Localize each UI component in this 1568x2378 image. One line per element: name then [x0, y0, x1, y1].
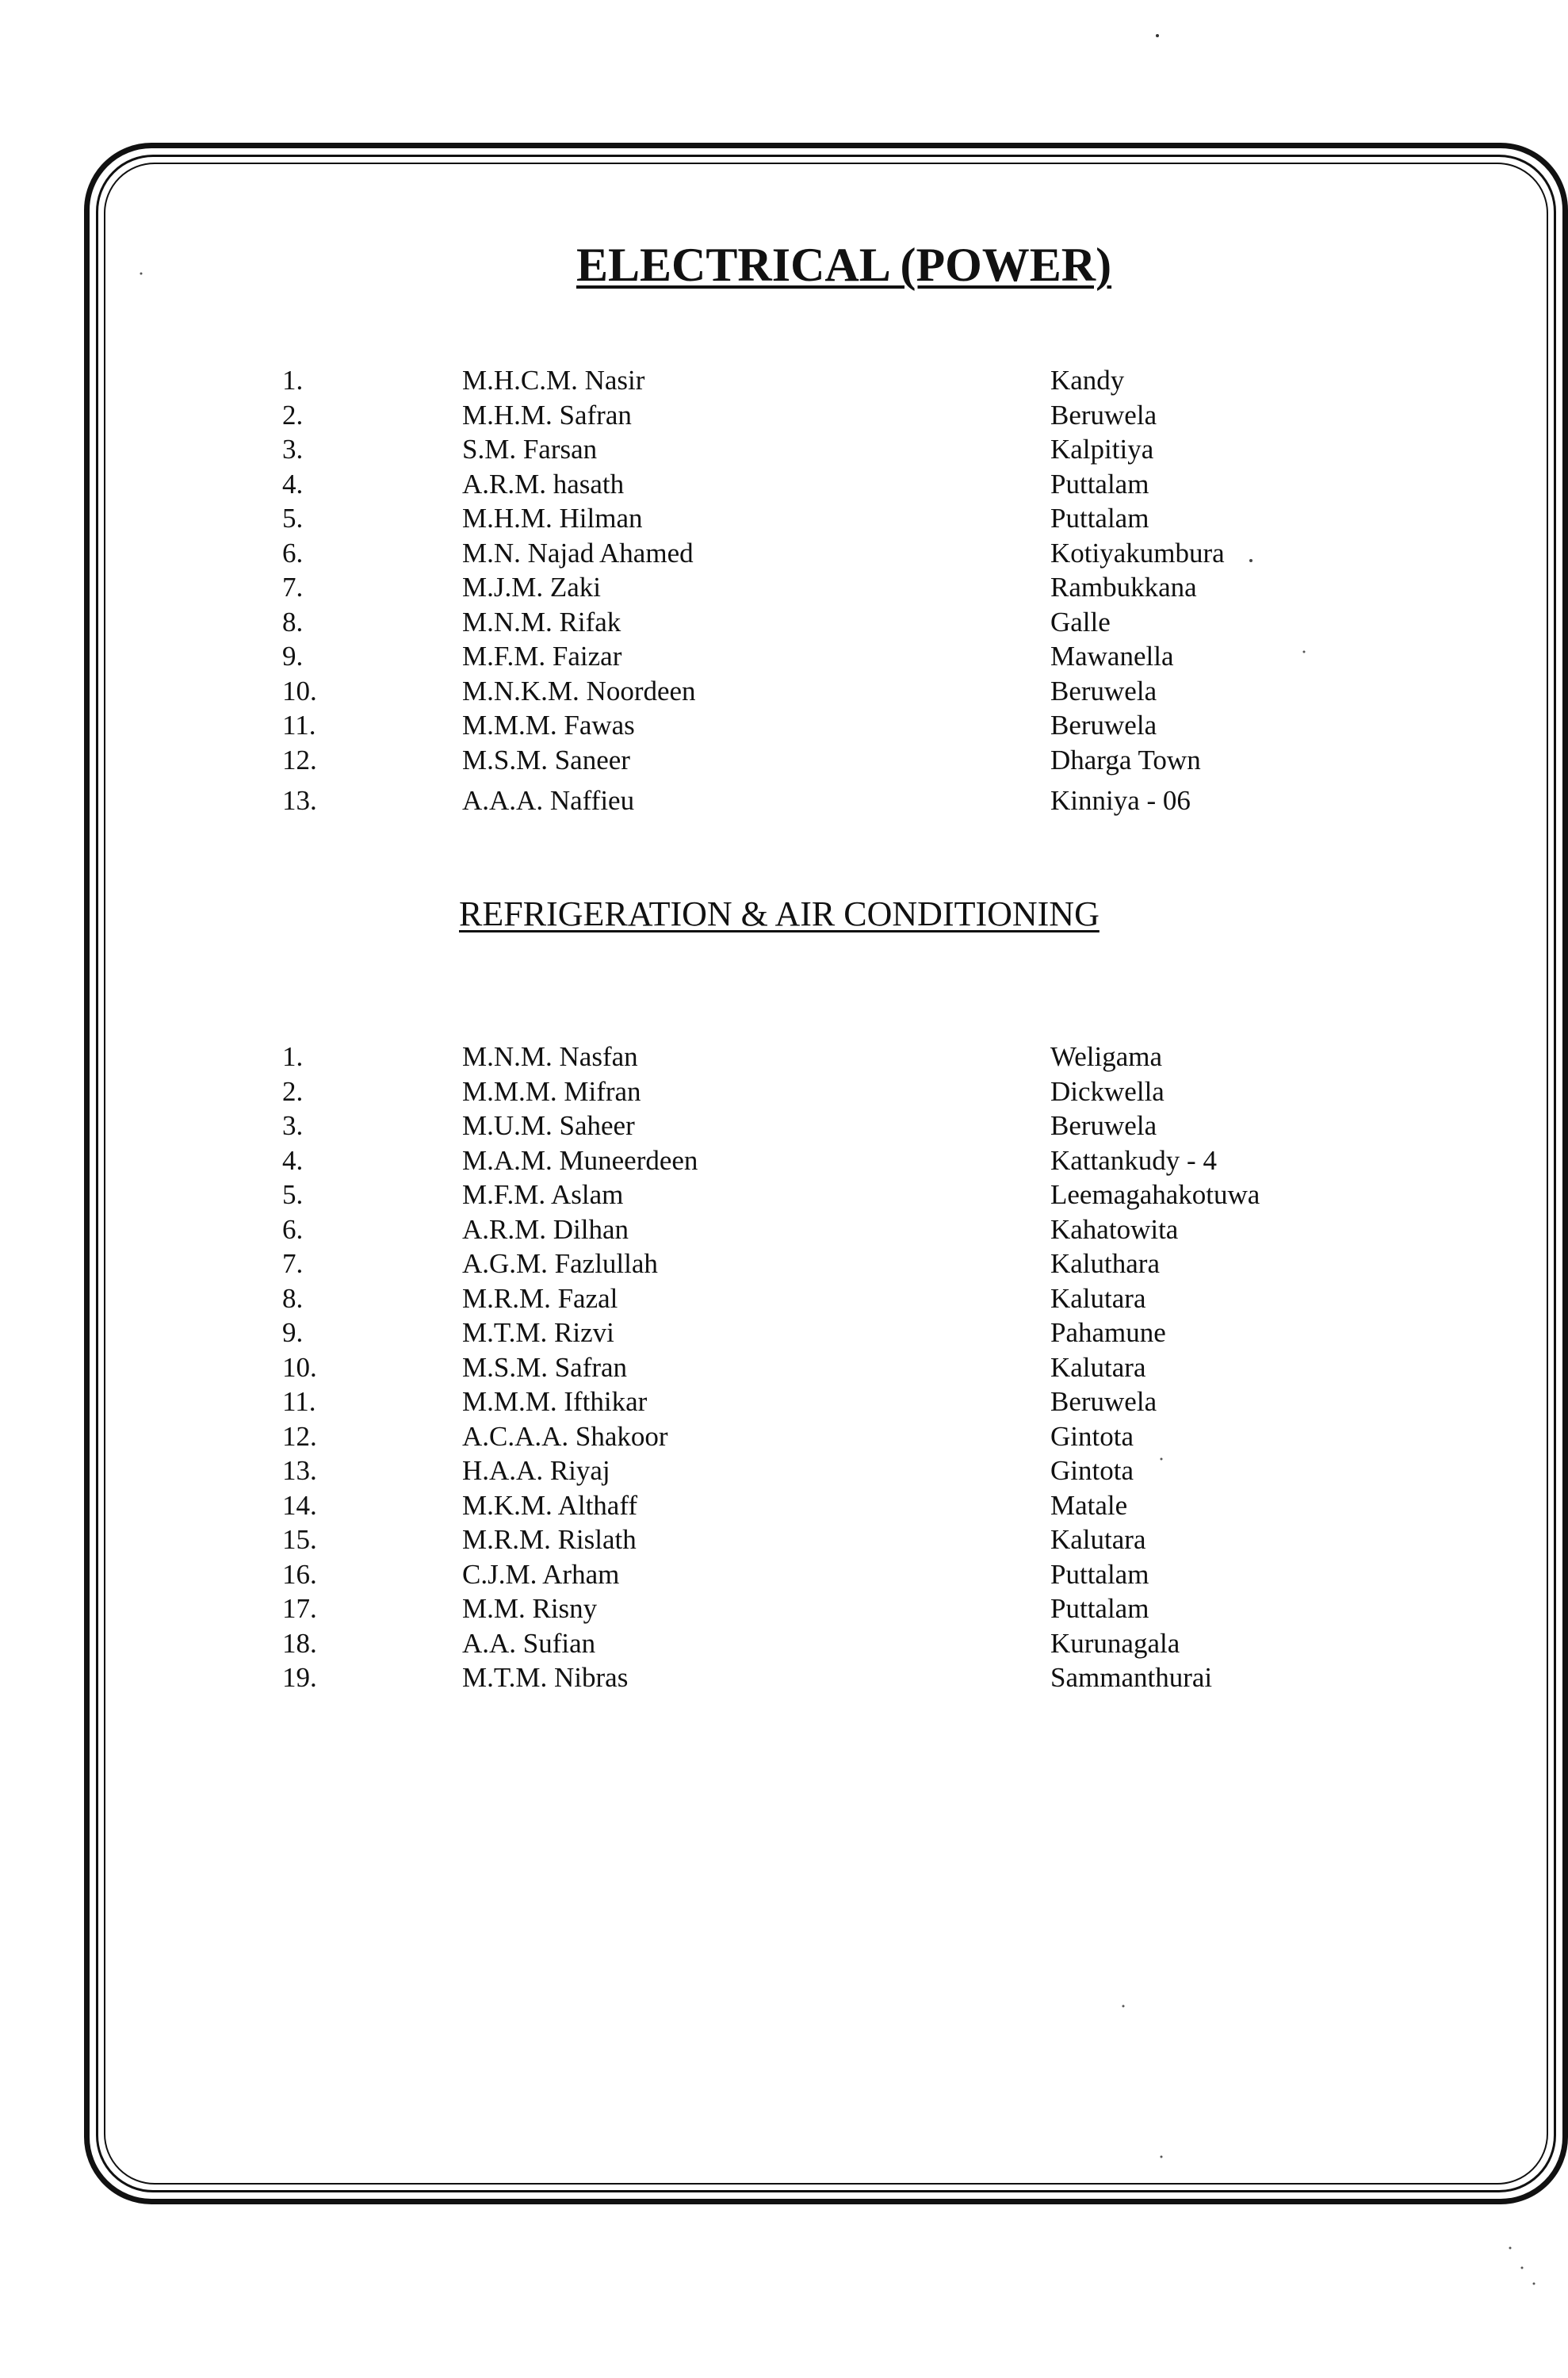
- list-item: [0, 1384, 1568, 1419]
- entry-number: 17.: [282, 1593, 317, 1624]
- entry-number: 12.: [282, 744, 317, 775]
- list-item: [0, 1453, 1568, 1488]
- entry-name: A.A.A. Naffieu: [462, 785, 635, 816]
- entry-number: 2.: [282, 1075, 304, 1107]
- entry-place: Puttalam: [1050, 1593, 1149, 1624]
- entry-name: M.H.M. Safran: [462, 399, 632, 431]
- entry-place: Beruwela: [1050, 710, 1157, 741]
- entry-number: 19.: [282, 1662, 317, 1693]
- list-item: [0, 1591, 1568, 1626]
- entry-number: 9.: [282, 1317, 304, 1348]
- entry-place: Kalutara: [1050, 1351, 1146, 1383]
- entry-place: Kandy: [1050, 365, 1125, 396]
- list-item: [0, 743, 1568, 778]
- entry-name: M.S.M. Saneer: [462, 744, 630, 775]
- entry-name: M.T.M. Rizvi: [462, 1317, 614, 1348]
- entry-number: 9.: [282, 641, 304, 672]
- section-title-refrigeration: REFRIGERATION & AIR CONDITIONING: [459, 894, 1100, 933]
- entry-number: 18.: [282, 1627, 317, 1659]
- list-item: [0, 1074, 1568, 1109]
- entry-place: Pahamune: [1050, 1317, 1166, 1348]
- entry-number: 14.: [282, 1489, 317, 1521]
- entry-number: 4.: [282, 468, 304, 500]
- list-item: [0, 1522, 1568, 1557]
- entry-number: 11.: [282, 1386, 316, 1417]
- entry-number: 10.: [282, 675, 317, 707]
- list-item: [0, 1109, 1568, 1143]
- entry-place: Weligama: [1050, 1041, 1163, 1072]
- entry-name: M.M.M. Ifthikar: [462, 1386, 648, 1417]
- entry-name: M.K.M. Althaff: [462, 1489, 638, 1521]
- list-item: [0, 1281, 1568, 1316]
- list-item: [0, 1419, 1568, 1454]
- entry-number: 1.: [282, 1041, 304, 1072]
- list-item: [0, 363, 1568, 398]
- entry-number: 6.: [282, 537, 304, 569]
- entry-name: H.A.A. Riyaj: [462, 1455, 610, 1486]
- entry-place: Kalutara: [1050, 1524, 1146, 1555]
- entry-number: 8.: [282, 606, 304, 638]
- entry-place: Puttalam: [1050, 1558, 1149, 1590]
- entry-number: 13.: [282, 785, 317, 816]
- entry-name: M.F.M. Faizar: [462, 641, 622, 672]
- entry-place: Sammanthurai: [1050, 1662, 1213, 1693]
- entry-number: 3.: [282, 1110, 304, 1141]
- electrical-list: [0, 363, 1568, 818]
- entry-name: M.J.M. Zaki: [462, 572, 601, 603]
- entry-name: M.S.M. Safran: [462, 1351, 628, 1383]
- entry-place: Kurunagala: [1050, 1627, 1180, 1659]
- list-item: [0, 639, 1568, 674]
- entry-place: Dickwella: [1050, 1075, 1165, 1107]
- entry-number: 6.: [282, 1213, 304, 1245]
- entry-name: C.J.M. Arham: [462, 1558, 620, 1590]
- entry-number: 10.: [282, 1351, 317, 1383]
- entry-place: Kinniya - 06: [1050, 785, 1191, 816]
- entry-name: M.H.M. Hilman: [462, 503, 643, 534]
- entry-name: M.M. Risny: [462, 1593, 598, 1624]
- entry-name: M.F.M. Aslam: [462, 1179, 624, 1210]
- entry-name: M.T.M. Nibras: [462, 1662, 629, 1693]
- entry-place: Kaluthara: [1050, 1248, 1160, 1279]
- entry-name: M.N.M. Rifak: [462, 606, 621, 638]
- entry-place: Mawanella: [1050, 641, 1174, 672]
- list-item: [0, 1626, 1568, 1661]
- section-title-electrical: ELECTRICAL (POWER): [576, 239, 1112, 291]
- entry-place: Kalutara: [1050, 1282, 1146, 1314]
- list-item: [0, 398, 1568, 433]
- entry-name: M.N.M. Nasfan: [462, 1041, 638, 1072]
- list-item: [0, 1040, 1568, 1074]
- entry-name: M.H.C.M. Nasir: [462, 365, 645, 396]
- entry-name: M.A.M. Muneerdeen: [462, 1144, 698, 1176]
- entry-place: Kattankudy - 4: [1050, 1144, 1217, 1176]
- entry-place: Beruwela: [1050, 1110, 1157, 1141]
- entry-name: A.R.M. Dilhan: [462, 1213, 629, 1245]
- list-item: [0, 708, 1568, 743]
- entry-number: 15.: [282, 1524, 317, 1555]
- entry-name: M.M.M. Mifran: [462, 1075, 641, 1107]
- entry-number: 8.: [282, 1282, 304, 1314]
- entry-name: A.R.M. hasath: [462, 468, 625, 500]
- entry-number: 4.: [282, 1144, 304, 1176]
- list-item: [0, 501, 1568, 536]
- entry-place: Kalpitiya: [1050, 434, 1154, 465]
- entry-name: S.M. Farsan: [462, 434, 598, 465]
- entry-place: Kotiyakumbura: [1050, 537, 1225, 569]
- entry-place: Beruwela: [1050, 1386, 1157, 1417]
- entry-name: A.C.A.A. Shakoor: [462, 1420, 668, 1452]
- entry-place: Leemagahakotuwa: [1050, 1179, 1260, 1210]
- entry-name: M.R.M. Fazal: [462, 1282, 618, 1314]
- entry-place: Gintota: [1050, 1420, 1134, 1452]
- list-item: [0, 783, 1568, 818]
- list-item: [0, 1488, 1568, 1523]
- entry-place: Dharga Town: [1050, 744, 1201, 775]
- list-item: [0, 1350, 1568, 1385]
- entry-name: A.A. Sufian: [462, 1627, 596, 1659]
- entry-place: Rambukkana: [1050, 572, 1197, 603]
- list-item: [0, 1143, 1568, 1178]
- list-item: [0, 1212, 1568, 1247]
- entry-name: M.N.K.M. Noordeen: [462, 675, 696, 707]
- list-item: [0, 1660, 1568, 1695]
- entry-number: 16.: [282, 1558, 317, 1590]
- entry-number: 3.: [282, 434, 304, 465]
- entry-place: Beruwela: [1050, 675, 1157, 707]
- list-item: [0, 605, 1568, 640]
- list-item: [0, 570, 1568, 605]
- list-item: [0, 536, 1568, 571]
- entry-name: M.M.M. Fawas: [462, 710, 635, 741]
- list-item: [0, 1315, 1568, 1350]
- entry-place: Matale: [1050, 1489, 1128, 1521]
- entry-number: 12.: [282, 1420, 317, 1452]
- list-item: [0, 432, 1568, 467]
- entry-place: Gintota: [1050, 1455, 1134, 1486]
- entry-number: 1.: [282, 365, 304, 396]
- entry-number: 5.: [282, 1179, 304, 1210]
- list-item: [0, 674, 1568, 709]
- entry-place: Puttalam: [1050, 468, 1149, 500]
- list-item: [0, 1557, 1568, 1592]
- list-item: [0, 1246, 1568, 1281]
- entry-number: 5.: [282, 503, 304, 534]
- refrigeration-list: [0, 1040, 1568, 1695]
- entry-number: 11.: [282, 710, 316, 741]
- entry-number: 13.: [282, 1455, 317, 1486]
- entry-place: Galle: [1050, 606, 1111, 638]
- entry-place: Kahatowita: [1050, 1213, 1179, 1245]
- entry-place: Puttalam: [1050, 503, 1149, 534]
- entry-name: M.R.M. Rislath: [462, 1524, 637, 1555]
- list-item: [0, 1178, 1568, 1212]
- entry-place: Beruwela: [1050, 399, 1157, 431]
- entry-number: 7.: [282, 572, 304, 603]
- list-item: [0, 467, 1568, 502]
- entry-name: A.G.M. Fazlullah: [462, 1248, 658, 1279]
- entry-name: M.N. Najad Ahamed: [462, 537, 694, 569]
- entry-name: M.U.M. Saheer: [462, 1110, 635, 1141]
- entry-number: 2.: [282, 399, 304, 431]
- entry-number: 7.: [282, 1248, 304, 1279]
